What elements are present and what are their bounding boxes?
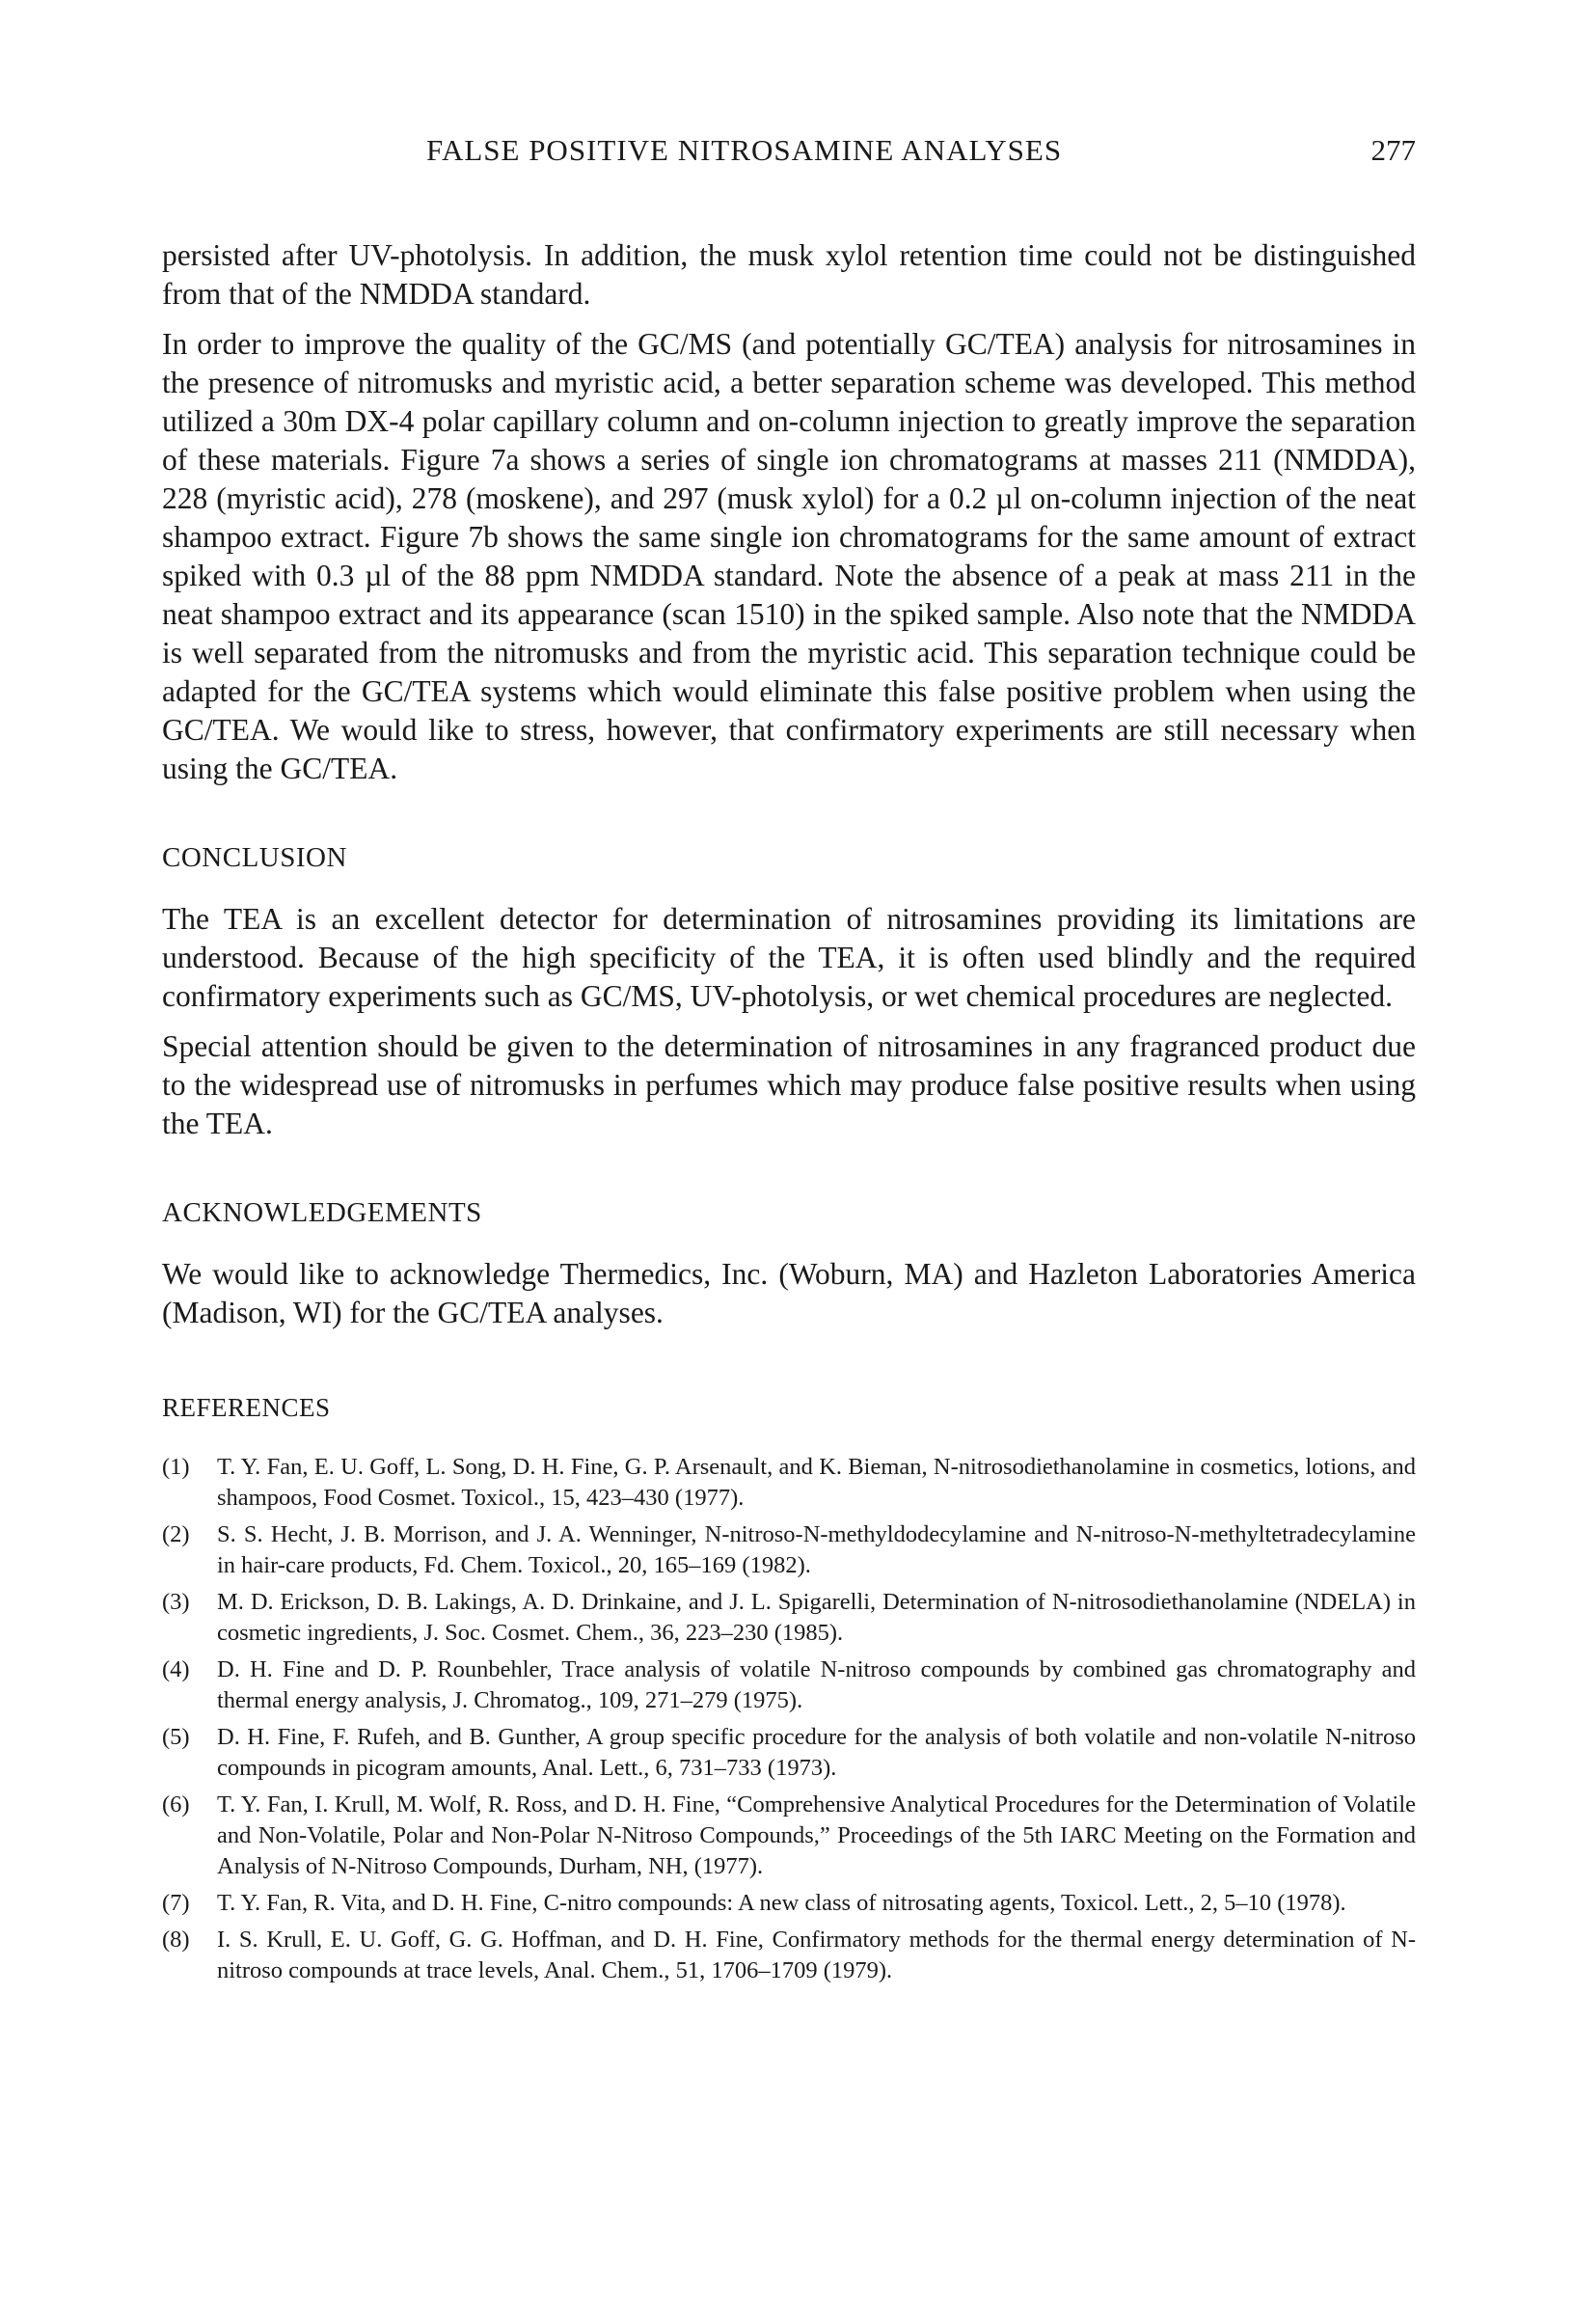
paragraph-separation-scheme: In order to improve the quality of the GC/MS (and potentially GC/TEA) analysis for nitrosamines in the presence of nitromusks and myristic acid, a better separation scheme was developed. This method utilized a 30m DX-4 polar capillary column and on-column injection to greatly improve the separation of these materials. Figure 7a shows a series of single ion chromatograms at masses 211 (NMDDA), 228 (myristic acid), 278 (moskene), and 297 (musk xylol) for a 0.2 µl on-column injection of the neat shampoo extract. Figure 7b shows the same single ion chromatograms for the same amount of extract spiked with 0.3 µl of the 88 ppm NMDDA standard. Note the absence of a peak at mass 211 in the neat shampoo extract and its appearance (scan 1510) in the spiked sample. Also note that the NMDDA is well separated from the nitromusks and from the myristic acid. This separation technique could be adapted for the GC/TEA systems which would eliminate this false positive problem when using the GC/TEA. We would like to stress, however, that confirmatory experiments are still necessary when using the GC/TEA. — [162, 327, 1416, 785]
acknowledgements-text: We would like to acknowledge Thermedics, Inc. (Woburn, MA) and Hazleton Laboratories America (Madison, WI) for the GC/TEA analyses. — [162, 1257, 1416, 1329]
conclusion-heading: CONCLUSION — [162, 842, 347, 873]
reference-text: D. H. Fine and D. P. Rounbehler, Trace analysis of volatile N-nitroso compounds by combined gas chromatography and thermal energy analysis, J. Chromatog., 109, 271–279 (1975). — [217, 1656, 1416, 1713]
reference-item — [162, 1519, 1416, 1581]
reference-text: T. Y. Fan, R. Vita, and D. H. Fine, C-nitro compounds: A new class of nitrosating agents, Toxicol. Lett., 2, 5–10 (1978). — [217, 1890, 1346, 1916]
reference-number: (3) — [162, 1589, 190, 1615]
references-list — [162, 1452, 1416, 1986]
conclusion-paragraph-2: Special attention should be given to the determination of nitrosamines in any fragranced product due to the widespread use of nitromusks in perfumes which may produce false positive results when using the TEA. — [162, 1029, 1416, 1140]
reference-text: S. S. Hecht, J. B. Morrison, and J. A. Wenninger, N-nitroso-N-methyldodecylamine and N-nitroso-N-methyltetradecylamine in hair-care products, Fd. Chem. Toxicol., 20, 165–169 (1982). — [217, 1521, 1416, 1578]
reference-text: M. D. Erickson, D. B. Lakings, A. D. Drinkaine, and J. L. Spigarelli, Determination of N-nitrosodiethanolamine (NDELA) in cosmetic ingredients, J. Soc. Cosmet. Chem., 36, 223–230 (1985). — [217, 1589, 1416, 1646]
running-title: FALSE POSITIVE NITROSAMINE ANALYSES — [426, 133, 1063, 167]
reference-number: (7) — [162, 1890, 190, 1916]
reference-item — [162, 1452, 1416, 1514]
references-heading: REFERENCES — [162, 1393, 331, 1422]
reference-number: (4) — [162, 1656, 190, 1682]
reference-text: I. S. Krull, E. U. Goff, G. G. Hoffman, and D. H. Fine, Confirmatory methods for the thermal energy determination of N-nitroso compounds at trace levels, Anal. Chem., 51, 1706–1709 (1979). — [217, 1927, 1416, 1983]
reference-text: T. Y. Fan, E. U. Goff, L. Song, D. H. Fine, G. P. Arsenault, and K. Bieman, N-nitrosodiethanolamine in cosmetics, lotions, and shampoos, Food Cosmet. Toxicol., 15, 423–430 (1977). — [217, 1454, 1416, 1511]
acknowledgements-heading: ACKNOWLEDGEMENTS — [162, 1197, 482, 1228]
reference-number: (8) — [162, 1927, 190, 1953]
reference-number: (1) — [162, 1454, 190, 1480]
page-number: 277 — [1370, 133, 1416, 167]
reference-text: T. Y. Fan, I. Krull, M. Wolf, R. Ross, and D. H. Fine, “Comprehensive Analytical Procedures for the Determination of Volatile and Non-Volatile, Polar and Non-Polar N-Nitroso Compounds,” Proceedings of the 5th IARC Meeting on the Formation and Analysis of N-Nitroso Compounds, Durham, NH, (1977). — [217, 1791, 1416, 1879]
running-header — [162, 133, 1416, 172]
body-text — [162, 236, 1416, 1992]
reference-number: (2) — [162, 1521, 190, 1547]
reference-item — [162, 1722, 1416, 1784]
reference-item — [162, 1790, 1416, 1882]
reference-number: (5) — [162, 1724, 190, 1750]
reference-item — [162, 1925, 1416, 1986]
reference-text: D. H. Fine, F. Rufeh, and B. Gunther, A group specific procedure for the analysis of both volatile and non-volatile N-nitroso compounds in picogram amounts, Anal. Lett., 6, 731–733 (1973). — [217, 1724, 1416, 1781]
reference-item — [162, 1654, 1416, 1716]
reference-item — [162, 1888, 1416, 1919]
reference-number: (6) — [162, 1791, 190, 1818]
paragraph-continuation: persisted after UV-photolysis. In addition, the musk xylol retention time could not be distinguished from that of the NMDDA standard. — [162, 238, 1416, 311]
conclusion-paragraph-1: The TEA is an excellent detector for determination of nitrosamines providing its limitations are understood. Because of the high specificity of the TEA, it is often used blindly and the required confirmatory experiments such as GC/MS, UV-photolysis, or wet chemical procedures are neglected. — [162, 902, 1416, 1013]
reference-item — [162, 1587, 1416, 1649]
